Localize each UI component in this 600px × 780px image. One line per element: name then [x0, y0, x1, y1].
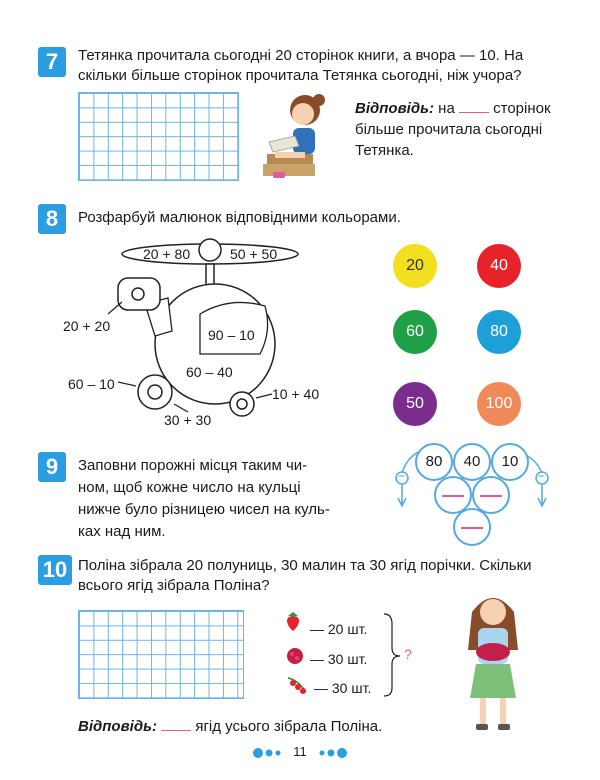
ball-top-2: 40 — [453, 443, 491, 481]
task-10-text: Поліна зібрала 20 полуниць, 30 малин та 30 ягід порічки. Скільки всього ягід зібрала Поліна? — [78, 557, 532, 594]
task-7-number: 7 — [38, 47, 66, 77]
girl-reading-illustration — [255, 90, 337, 190]
minus-icon-left: − — [398, 469, 406, 483]
task-10-answer-blank[interactable] — [161, 716, 191, 731]
helicopter-drawing — [60, 236, 340, 436]
expr-front-wheel: 10 + 40 — [272, 386, 320, 402]
color-circle-purple[interactable]: 50 — [393, 382, 437, 426]
expr-top-right: 50 + 50 — [230, 246, 278, 262]
color-circle-green[interactable]: 60 — [393, 310, 437, 354]
minus-icon-right: − — [538, 469, 546, 483]
task-9-number: 9 — [38, 452, 66, 482]
page-number: 11 — [293, 744, 307, 759]
task-7-answer-grid[interactable] — [78, 92, 239, 181]
currant-icon — [284, 674, 310, 696]
task-9-text: Заповни порожні місця таким чи- ном, щоб кожне число на кульці нижче було різницею чисел на куль- ках над ним. — [78, 457, 330, 540]
berry-count-raspberry: — 30 шт. — [310, 651, 368, 667]
task-7-answer-blank[interactable] — [459, 98, 489, 113]
task-10-number: 10 — [38, 555, 72, 585]
color-circle-orange[interactable]: 100 — [477, 382, 521, 426]
raspberry-icon — [284, 644, 306, 666]
task-10-answer-grid[interactable] — [78, 610, 244, 699]
color-circle-blue[interactable]: 80 — [477, 310, 521, 354]
ball-top-3: 10 — [491, 443, 529, 481]
color-circle-yellow[interactable]: 20 — [393, 244, 437, 288]
expr-body-window: 90 – 10 — [208, 327, 255, 343]
ball-bottom[interactable] — [453, 508, 491, 546]
expr-back-wheel: 60 – 10 — [68, 376, 115, 392]
task-8-number: 8 — [38, 204, 66, 234]
task-10-answer: Відповідь: ягід усього зібрала Поліна. — [78, 718, 383, 735]
task-7-answer: Відповідь: на сторінок більше прочитала сьогодні Тетянка. — [355, 100, 551, 159]
berry-count-strawberry: — 20 шт. — [310, 621, 368, 637]
girl-berries-illustration — [458, 588, 528, 738]
task-8-text: Розфарбуй малюнок відповідними кольорами. — [78, 209, 401, 226]
color-circle-red[interactable]: 40 — [477, 244, 521, 288]
ball-top-1: 80 — [415, 443, 453, 481]
expr-left: 20 + 20 — [63, 318, 111, 334]
berry-count-currant: — 30 шт. — [314, 680, 372, 696]
question-mark: ? — [404, 646, 412, 662]
expr-body: 60 – 40 — [186, 364, 233, 380]
expr-bottom: 30 + 30 — [164, 412, 212, 428]
task-7-text: Тетянка прочитала сьогодні 20 сторінок книги, а вчора — 10. На скільки більше сторінок прочитала Тетянка сьогодні, ніж учора? — [78, 47, 524, 84]
expr-top-left: 20 + 80 — [143, 246, 191, 262]
strawberry-icon — [282, 610, 304, 632]
